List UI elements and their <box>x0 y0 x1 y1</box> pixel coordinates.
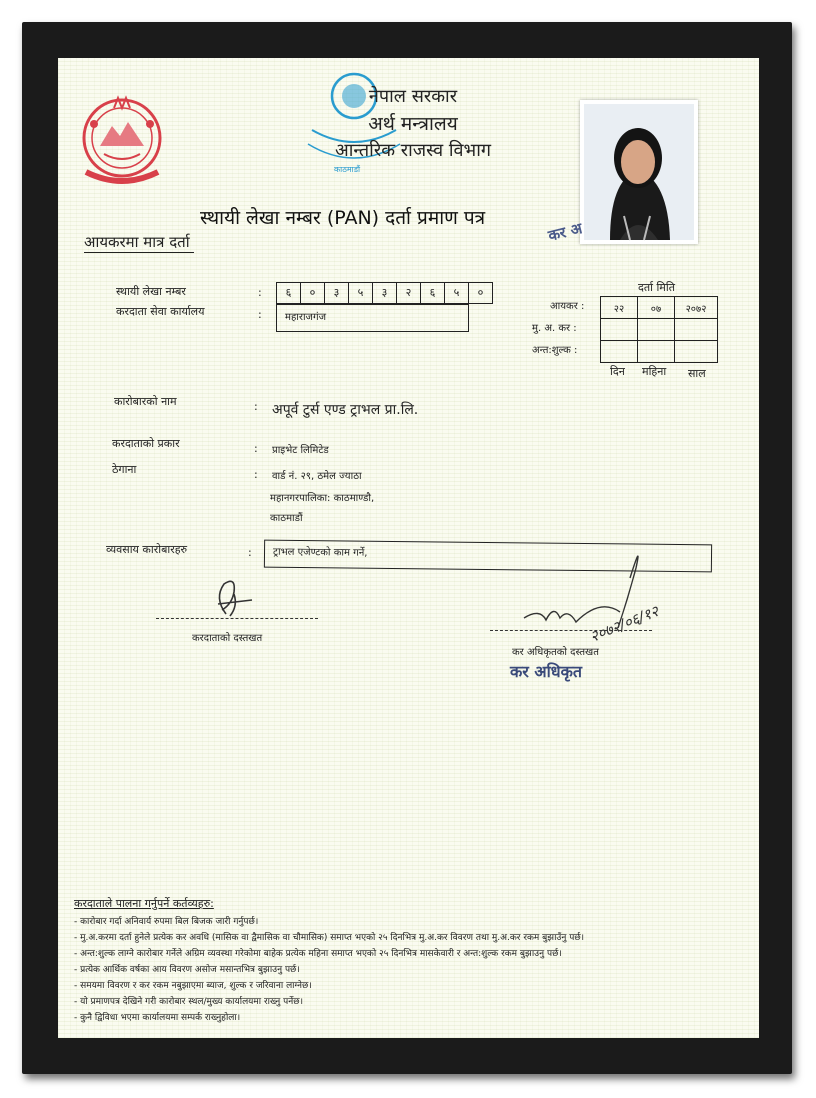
address-line-1: वार्ड नं. २९, ठमेल ज्याठा <box>272 471 362 482</box>
list-item: - प्रत्येक आर्थिक वर्षका आय विवरण असोज मसान्तभित्र बुझाउनु पर्छ। <box>74 965 300 975</box>
pan-digit: ६ <box>277 283 301 303</box>
pan-digit: ० <box>301 283 325 303</box>
reg-year: २०७२ <box>675 297 718 319</box>
certificate-title: स्थायी लेखा नम्बर (PAN) दर्ता प्रमाण पत्र <box>200 207 486 229</box>
address-line-2: महानगरपालिका: काठमाण्डौ, <box>270 493 375 504</box>
pan-digit: ३ <box>325 283 349 303</box>
ministry-title: अर्थ मन्त्रालय <box>368 113 458 135</box>
taxpayer-signature-label: करदाताको दस्तखत <box>192 633 263 644</box>
business-name-colon: : <box>254 400 258 413</box>
business-activity-colon: : <box>248 546 252 559</box>
business-activity-label: व्यवसाय कारोबारहरु <box>106 543 188 556</box>
taxpayer-signature-line <box>156 618 318 619</box>
registration-date-title: दर्ता मिति <box>638 281 676 294</box>
reg-label-excise: अन्त:शुल्क : <box>532 345 578 356</box>
office-colon: : <box>258 308 262 321</box>
duties-list <box>74 914 584 1026</box>
address-label: ठेगाना <box>112 463 137 476</box>
office-label: करदाता सेवा कार्यालय <box>116 305 205 318</box>
officer-stamp: कर अधिकृत <box>510 662 583 681</box>
table-row <box>601 297 718 319</box>
address-colon: : <box>254 468 258 481</box>
pan-digit: ६ <box>421 283 445 303</box>
certificate-subtitle: आयकरमा मात्र दर्ता <box>84 232 194 253</box>
reg-day <box>601 341 638 363</box>
reg-day: २२ <box>601 297 638 319</box>
photo-seal-stamp: कर अ <box>546 219 585 245</box>
officer-sign-date: २०७२/०६/१२ <box>587 602 662 646</box>
government-title: नेपाल सरकार <box>368 86 458 107</box>
pan-digit: ० <box>477 286 484 299</box>
reg-label-income-tax: आयकर : <box>550 301 585 312</box>
pan-digit: २ <box>397 283 421 303</box>
address-line-3: काठमाडौं <box>270 513 303 524</box>
reg-label-vat: मु. अ. कर : <box>532 323 577 334</box>
office-value: महाराजगंज <box>276 304 469 332</box>
taxpayer-photo <box>580 100 698 244</box>
department-title: आन्तरिक राजस्व विभाग <box>334 140 491 161</box>
list-item: - मु.अ.करमा दर्ता हुनेले प्रत्येक कर अवधि (मासिक वा द्वैमासिक वा चौमासिक) समाप्त भएको २५ दिनभित्र मु.अ.कर विवरण तथा मु.अ.कर रकम बुझाउँनु पर्छ। <box>74 933 585 943</box>
reg-year <box>675 319 718 341</box>
pan-number-boxes <box>276 282 493 304</box>
pan-colon: : <box>258 286 262 299</box>
reg-day <box>601 319 638 341</box>
list-item: - कुनै द्विविधा भएमा कार्यालयमा सम्पर्क राख्नुहोला। <box>74 1013 241 1023</box>
reg-year <box>675 341 718 363</box>
taxpayer-type-colon: : <box>254 442 258 455</box>
taxpayer-signature-icon <box>204 574 264 624</box>
business-activity-value: ट्राभल एजेण्टको काम गर्ने, <box>264 540 712 573</box>
taxpayer-type-label: करदाताको प्रकार <box>112 437 180 450</box>
nepal-emblem-icon <box>74 94 170 192</box>
business-name-value: अपूर्व टुर्स एण्ड ट्राभल प्रा.लि. <box>272 402 419 418</box>
officer-signature-line <box>490 630 652 631</box>
pan-label: स्थायी लेखा नम्बर <box>116 285 186 298</box>
reg-month <box>638 341 675 363</box>
pan-digit: ५ <box>349 283 373 303</box>
table-row <box>601 341 718 363</box>
officer-signature-label: कर अधिकृतको दस्तखत <box>512 647 599 658</box>
col-day: दिन <box>610 365 625 378</box>
list-item: - कारोबार गर्दा अनिवार्य रुपमा बिल बिजक जारी गर्नुपर्छ। <box>74 917 259 927</box>
list-item: - अन्त:शुल्क लाग्ने कारोबार गर्नेले अग्रिम व्यवस्था गरेकोमा बाहेक प्रत्येक महिना समाप्त भएको २५ दिनभित्र मासकेवारी र अन्त:शुल्क रकम बुझाउनु पर्छ। <box>74 949 562 959</box>
reg-month: ०७ <box>638 297 675 319</box>
duties-title: करदाताले पालना गर्नुपर्ने कर्तव्यहरु: <box>74 897 214 910</box>
taxpayer-type-value: प्राइभेट लिमिटेड <box>272 445 329 456</box>
stamp-text: काठमाडौं <box>334 165 361 174</box>
list-item: - समयमा विवरण र कर रकम नबुझाएमा ब्याज, शुल्क र जरिवाना लाग्नेछ। <box>74 981 312 991</box>
col-year: साल <box>688 367 706 380</box>
business-name-label: कारोबारको नाम <box>114 395 177 408</box>
reg-month <box>638 319 675 341</box>
list-item: - यो प्रमाणपत्र देखिने गरी कारोबार स्थल/मुख्य कार्यालयमा राख्नु पर्नेछ। <box>74 997 303 1007</box>
certificate-paper <box>58 58 759 1038</box>
col-month: महिना <box>642 365 667 378</box>
pan-digit: ३ <box>373 283 397 303</box>
table-row <box>601 319 718 341</box>
pan-digit: ५ <box>445 283 469 303</box>
registration-date-grid <box>600 296 718 363</box>
